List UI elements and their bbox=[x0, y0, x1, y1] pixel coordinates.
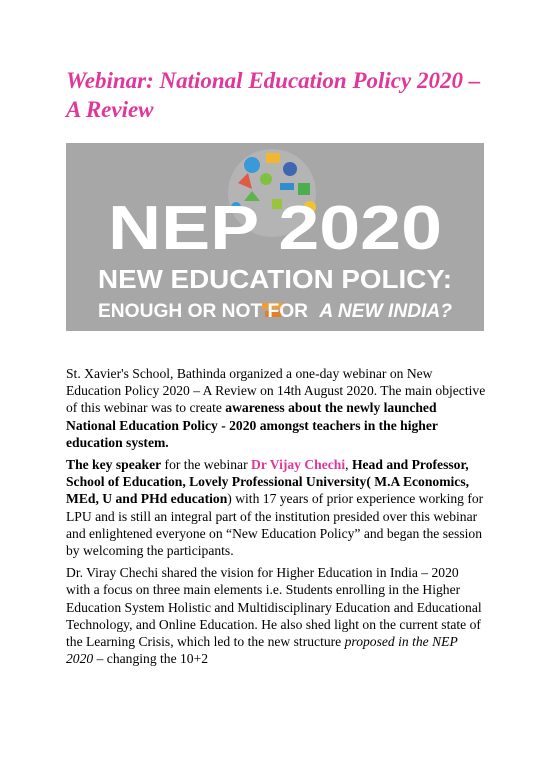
car-icon bbox=[280, 183, 294, 190]
banner-line2 bbox=[98, 301, 452, 322]
banner-headline: NEP 2020 bbox=[108, 194, 442, 263]
paragraph-3 bbox=[66, 564, 486, 667]
banner-graphic bbox=[66, 143, 484, 331]
banner-line2-a: ENOUGH OR NOT FOR bbox=[98, 301, 306, 322]
paragraph-1 bbox=[66, 365, 486, 451]
para2-text-3: ) with 17 years of prior experience working for LPU and is still an integral part of the institution presided over this webinar and enlightened everyone on “New Education Policy” and began the session by welcoming the participants. bbox=[66, 491, 484, 559]
para3-text-1: Dr. Viray Chechi shared the vision for Higher Education in India – 2020 with a focus on three main elements i.e. Students enrolling in the Higher Education System Holistic and Multidisciplinary Education and Educational Technology, and Online Education. He also shed light on the current state of the Learning Crisis, which led to the new structure bbox=[66, 565, 482, 650]
para3-italic: proposed in the NEP 2020 bbox=[66, 634, 458, 667]
globe-icon bbox=[244, 157, 260, 173]
para3-text-2: – changing the 10+2 bbox=[93, 651, 209, 667]
para2-text-1: for the webinar bbox=[161, 457, 251, 473]
banner-line2-b: A NEW INDIA? bbox=[319, 301, 451, 322]
flask-icon bbox=[260, 173, 272, 185]
article-body bbox=[66, 365, 486, 672]
speaker-name: Dr Vijay Chechi bbox=[251, 457, 346, 473]
page-title: Webinar: National Education Policy 2020 – A Review bbox=[66, 68, 481, 122]
atom-icon bbox=[283, 162, 297, 176]
speaker-credentials: Head and Professor, School of Education, Lovely Professional University( M.A Economics, MEd, U and PHd education bbox=[66, 457, 470, 507]
book-icon bbox=[266, 153, 280, 163]
nep-banner-image bbox=[66, 143, 484, 331]
para1-text: St. Xavier's School, Bathinda organized a one-day webinar on New Education Policy 2020 – A Review on 14th August 2020. The main objective of this webinar was to create bbox=[66, 366, 486, 416]
para2-text-2: , bbox=[345, 457, 352, 473]
paragraph-2 bbox=[66, 456, 486, 559]
banner-line1: NEW EDUCATION POLICY: bbox=[98, 264, 452, 294]
para1-bold: awareness about the newly launched National Education Policy - 2020 amongst teachers in the higher education system. bbox=[66, 400, 438, 450]
para2-bold-lead: The key speaker bbox=[66, 457, 162, 473]
